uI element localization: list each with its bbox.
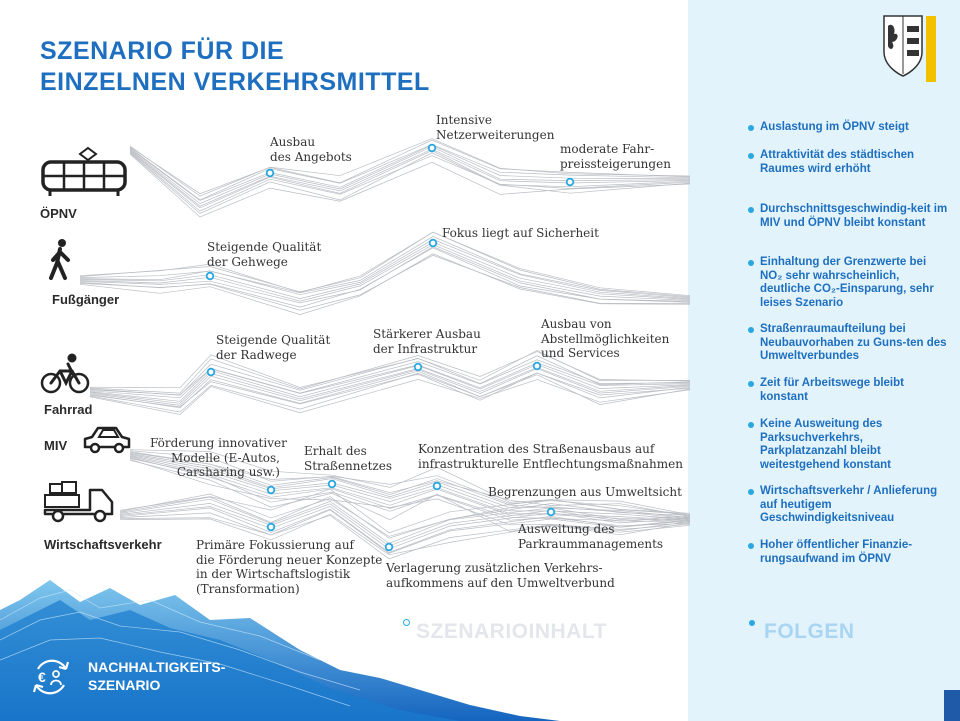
tram-icon	[40, 146, 128, 198]
annotation: Verlagerung zusätzlichen Verkehrs- aufkommens auf den Umweltverbund	[386, 561, 615, 590]
consequence-item: Wirtschaftsverkehr / Anlieferung auf heutigem Geschwindigkeitsniveau	[748, 485, 948, 526]
annotation-marker	[415, 364, 422, 371]
mode-label-wirtschaftsverkehr: Wirtschaftsverkehr	[44, 537, 162, 552]
legend-consequences-dot	[749, 620, 755, 626]
footer-scenario-label: NACHHALTIGKEITS- SZENARIO	[88, 659, 226, 693]
consequence-item: Keine Ausweitung des Parksuchverkehrs, Parkplatzanzahl bleibt weitestgehend konstant	[748, 418, 948, 472]
annotation-marker	[548, 509, 555, 516]
page-title-line-2: EINZELNEN VERKEHRSMITTEL	[40, 68, 430, 96]
mode-label-fussgaenger: Fußgänger	[52, 292, 120, 307]
annotation: Steigende Qualität der Radwege	[216, 333, 331, 362]
mode-label-oepnv: ÖPNV	[40, 206, 77, 221]
annotation: Förderung innovativer Modelle (E-Autos, Carsharing usw.)	[150, 436, 287, 479]
consequence-item: Hoher öffentlicher Finanzie-rungsaufwand im ÖPNV	[748, 539, 948, 566]
consequence-item: Attraktivität des städtischen Raumes wird erhöht	[748, 149, 948, 176]
annotation: Begrenzungen aus Umweltsicht	[488, 485, 682, 499]
sustainability-cycle-icon	[30, 655, 72, 697]
annotation: Ausbau des Angebots	[270, 135, 352, 164]
page-title-line-1: SZENARIO FÜR DIE	[40, 37, 285, 65]
car-icon	[82, 425, 132, 455]
truck-icon	[42, 480, 118, 524]
annotation: Stärkerer Ausbau der Infrastruktur	[373, 327, 481, 356]
annotation-marker	[429, 145, 436, 152]
annotation: Steigende Qualität der Gehwege	[207, 240, 322, 269]
annotation-marker	[534, 363, 541, 370]
annotation: moderate Fahr- preissteigerungen	[560, 142, 671, 171]
consequence-item: Auslastung im ÖPNV steigt	[748, 121, 948, 135]
consequence-item: Einhaltung der Grenzwerte bei NO₂ sehr wahrscheinlich, deutliche CO₂-Einsparung, sehr leises Szenario	[748, 256, 948, 310]
svg-text:€: €	[38, 669, 46, 685]
annotation-marker	[386, 544, 393, 551]
annotation-marker	[430, 240, 437, 247]
annotation: Fokus liegt auf Sicherheit	[442, 226, 599, 240]
annotation: Primäre Fokussierung auf die Förderung neuer Konzepte in der Wirtschaftslogistik (Transformation)	[196, 538, 383, 596]
annotation-marker	[268, 487, 275, 494]
consequence-item: Straßenraumaufteilung bei Neubauvorhaben zu Guns-ten des Umweltverbundes	[748, 323, 948, 364]
consequence-item: Zeit für Arbeitswege bleibt konstant	[748, 377, 948, 404]
annotation-marker	[329, 481, 336, 488]
legend-consequences-label: FOLGEN	[764, 620, 855, 643]
mountain-graphic	[0, 560, 560, 721]
corner-accent	[944, 690, 960, 721]
annotation: Konzentration des Straßenausbaus auf infrastrukturelle Entflechtungsmaßnahmen	[418, 442, 683, 471]
consequence-item: Durchschnittsgeschwindig-keit im MIV und ÖPNV bleibt konstant	[748, 203, 948, 230]
annotation-marker	[207, 273, 214, 280]
annotation-marker	[268, 524, 275, 531]
pedestrian-icon	[48, 238, 76, 282]
annotation-marker	[208, 369, 215, 376]
mode-label-miv: MIV	[44, 438, 68, 453]
mode-label-fahrrad: Fahrrad	[44, 402, 93, 417]
annotation: Intensive Netzerweiterungen	[436, 113, 555, 142]
annotation-marker	[267, 170, 274, 177]
annotation-marker	[567, 179, 574, 186]
annotation: Erhalt des Straßennetzes	[304, 444, 393, 473]
annotation-marker	[434, 483, 441, 490]
annotation: Ausweitung des Parkraummanagements	[518, 522, 664, 551]
legend-content-label: SZENARIOINHALT	[416, 620, 607, 643]
cyclist-icon	[40, 352, 90, 394]
annotation: Ausbau von Abstellmöglichkeiten und Services	[541, 317, 670, 360]
